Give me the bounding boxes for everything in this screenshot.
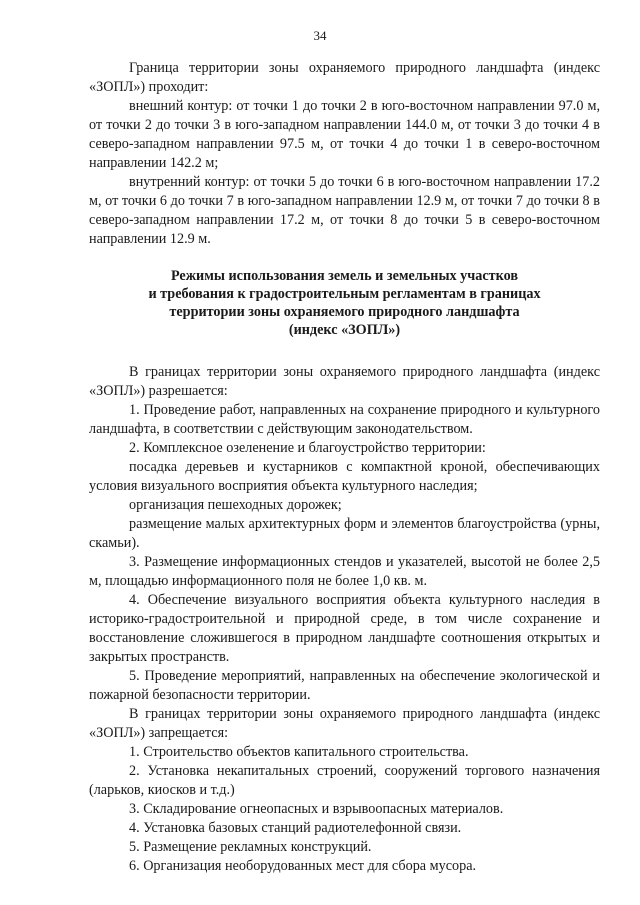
- heading-line: (индекс «ЗОПЛ»): [288, 322, 401, 338]
- allowed-lead: В границах территории зоны охраняемого природного ландшафта (индекс «ЗОПЛ») разрешается:: [89, 364, 600, 399]
- prohibited-item: 5. Размещение рекламных конструкций.: [129, 839, 372, 855]
- section-heading: [89, 267, 600, 339]
- allowed-item: 2. Комплексное озеленение и благоустройство территории:: [129, 440, 486, 456]
- prohibited-item: 6. Организация необорудованных мест для сбора мусора.: [129, 858, 477, 874]
- allowed-subitem: посадка деревьев и кустарников с компактной кроной, обеспечивающих условия визуального восприятия объекта культурного наследия;: [89, 459, 600, 494]
- prohibited-item: 2. Установка некапитальных строений, сооружений торгового назначения (ларьков, киосков и т.д.): [89, 763, 600, 798]
- allowed-subitem: размещение малых архитектурных форм и элементов благоустройства (урны, скамьи).: [89, 516, 600, 551]
- page-number: 34: [313, 28, 327, 43]
- prohibited-item: 1. Строительство объектов капитального строительства.: [129, 744, 469, 760]
- prohibited-lead: В границах территории зоны охраняемого природного ландшафта (индекс «ЗОПЛ») запрещается:: [89, 706, 600, 741]
- allowed-item: 3. Размещение информационных стендов и указателей, высотой не более 2,5 м, площадью информационного поля не более 1,0 кв. м.: [89, 554, 600, 589]
- heading-line: территории зоны охраняемого природного ландшафта: [169, 304, 520, 320]
- allowed-item: 1. Проведение работ, направленных на сохранение природного и культурного ландшафта, в соответствии с действующим законодательством.: [89, 402, 600, 437]
- heading-line: Режимы использования земель и земельных участков: [170, 268, 519, 284]
- boundary-intro: Граница территории зоны охраняемого природного ландшафта (индекс «ЗОПЛ») проходит:: [89, 60, 600, 95]
- allowed-item: 4. Обеспечение визуального восприятия объекта культурного наследия в историко-градостроительной и природной среде, в том числе сохранение и восстановление сложившегося в природном ландшафте соотношения открытых и закрытых пространств.: [89, 592, 600, 665]
- heading-line: и требования к градостроительным регламентам в границах: [148, 286, 541, 302]
- prohibited-item: 3. Складирование огнеопасных и взрывоопасных материалов.: [129, 801, 504, 817]
- allowed-subitem: организация пешеходных дорожек;: [129, 497, 342, 513]
- prohibited-item: 4. Установка базовых станций радиотелефонной связи.: [129, 820, 462, 836]
- allowed-item: 5. Проведение мероприятий, направленных на обеспечение экологической и пожарной безопасности территории.: [89, 668, 600, 703]
- inner-contour-description: внутренний контур: от точки 5 до точки 6 в юго-восточном направлении 17.2 м, от точки 6 до точки 7 в юго-западном направлении 12.9 м, от точки 7 до точки 8 в северо-западном направлении 17.2 м, от точки 8 до точки 5 в северо-восточном направлении 12.9 м.: [89, 174, 600, 247]
- document-body: [89, 59, 600, 876]
- outer-contour-description: внешний контур: от точки 1 до точки 2 в юго-восточном направлении 97.0 м, от точки 2 до точки 3 в юго-западном направлении 144.0 м, от точки 3 до точки 4 в северо-западном направлении 97.5 м, от точки 4 до точки 1 в северо-восточном направлении 142.2 м;: [89, 98, 600, 171]
